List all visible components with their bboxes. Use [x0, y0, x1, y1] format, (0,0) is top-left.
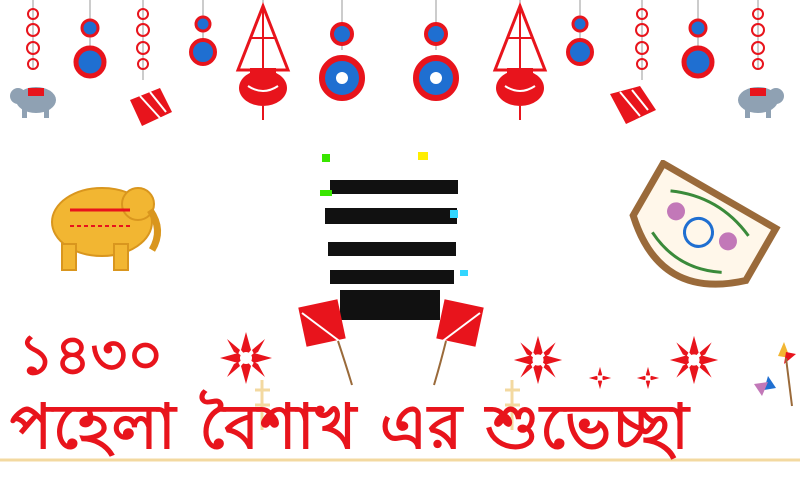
- hanging-ornament-icon: [191, 0, 215, 64]
- hanging-ornament-icon: [568, 0, 592, 64]
- dhol-drum-icon: [130, 88, 172, 126]
- greeting-text: পহেলা বৈশাখ এর শুভেচ্ছা: [10, 390, 690, 463]
- alpana-fan-icon: [612, 160, 782, 310]
- elephant-icon: [40, 170, 170, 280]
- kalash-pot-icon: [239, 68, 287, 120]
- hanging-ornament-icon: [137, 0, 149, 80]
- japi-hat-icon: [495, 0, 545, 70]
- dhol-drum-icon: [610, 86, 656, 124]
- hanging-ornament-icon: [416, 0, 456, 98]
- hanging-decorations: [0, 0, 800, 140]
- hanging-ornament-icon: [636, 0, 648, 80]
- hanging-ornament-icon: [684, 0, 712, 76]
- hanging-ornament-icon: [322, 0, 362, 98]
- elephant-icon: [10, 87, 56, 118]
- hanging-ornament-icon: [76, 0, 104, 76]
- japi-hat-icon: [238, 0, 288, 70]
- year-text: ১৪৩০: [18, 323, 164, 388]
- hanging-ornament-icon: [27, 0, 39, 70]
- elephant-icon: [738, 87, 784, 118]
- kalash-pot-icon: [496, 68, 544, 120]
- hanging-ornament-icon: [752, 0, 764, 70]
